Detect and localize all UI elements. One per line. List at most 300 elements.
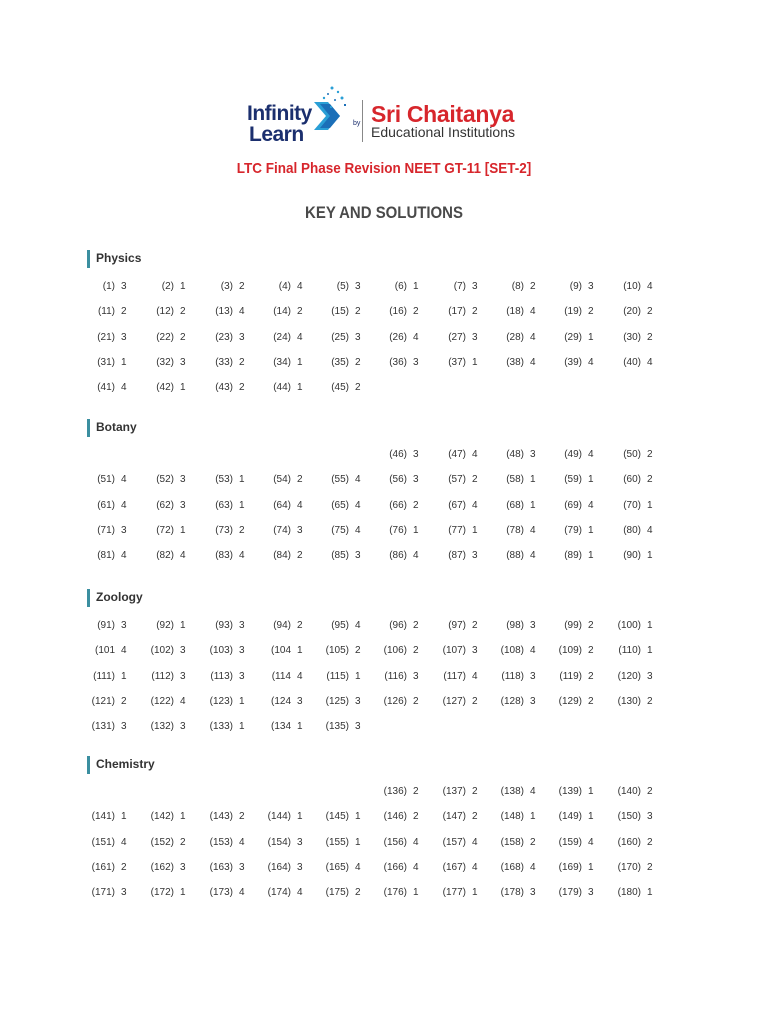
question-number: (121) (91, 695, 115, 707)
answer-option: 1 (297, 721, 303, 733)
question-number: (23) (215, 331, 233, 343)
answer-option: 2 (588, 620, 594, 631)
question-number: (2) (161, 281, 174, 292)
question-number: (13) (215, 306, 233, 318)
answer-option: 3 (121, 721, 127, 733)
question-number: (6) (394, 281, 407, 292)
answer-cell (203, 619, 245, 633)
answer-option: 4 (530, 645, 536, 657)
answer-cell (85, 381, 127, 395)
question-number: (133) (209, 721, 233, 733)
question-number: (28) (506, 331, 524, 343)
question-number: (59) (564, 474, 582, 486)
question-number: (169) (558, 861, 582, 873)
answer-option: 4 (121, 645, 127, 657)
answer-cell (85, 619, 127, 633)
question-number: (53) (215, 474, 233, 486)
answer-option: 4 (472, 861, 478, 873)
answer-option: 2 (180, 331, 186, 343)
answer-cell (203, 836, 245, 850)
answer-option: 3 (530, 887, 536, 899)
question-number: (48) (506, 449, 524, 460)
answer-option: 2 (413, 645, 419, 657)
answer-option: 2 (355, 306, 361, 318)
answer-option: 2 (297, 620, 303, 631)
question-number: (151) (91, 836, 115, 848)
answer-cell (319, 644, 361, 658)
question-number: (70) (623, 499, 641, 511)
question-number: (41) (97, 382, 115, 394)
answer-cell (494, 861, 536, 875)
answer-cell (552, 549, 594, 563)
answer-option: 4 (472, 499, 478, 511)
answer-option: 4 (588, 836, 594, 848)
answer-option: 3 (355, 281, 361, 292)
answer-option: 4 (530, 524, 536, 536)
answer-option: 2 (647, 861, 653, 873)
answer-cell (611, 861, 653, 875)
answer-row (0, 836, 768, 852)
answer-option: 2 (355, 356, 361, 368)
question-number: (99) (564, 620, 582, 631)
answer-option: 4 (472, 670, 478, 682)
answer-cell (611, 499, 653, 513)
answer-option: 3 (121, 281, 127, 292)
answer-option: 1 (647, 620, 653, 631)
answer-cell (203, 861, 245, 875)
section-title: Physics (96, 251, 142, 265)
question-number: (96) (389, 620, 407, 631)
question-number: (107) (442, 645, 466, 657)
question-number: (75) (331, 524, 349, 536)
answer-cell (319, 280, 361, 294)
answer-cell (552, 331, 594, 345)
question-number: (66) (389, 499, 407, 511)
answer-cell (436, 810, 478, 824)
answer-option: 3 (472, 550, 478, 562)
answer-cell (85, 720, 127, 734)
answer-option: 2 (647, 474, 653, 486)
answer-option: 1 (647, 499, 653, 511)
question-number: (61) (97, 499, 115, 511)
question-number: (109) (558, 645, 582, 657)
answer-cell (144, 524, 186, 538)
question-number: (139) (558, 786, 582, 797)
answer-option: 1 (180, 281, 186, 292)
answer-cell (611, 524, 653, 538)
question-number: (97) (448, 620, 466, 631)
page-title: KEY AND SOLUTIONS (305, 203, 463, 222)
answer-option: 3 (180, 645, 186, 657)
answer-option: 1 (355, 811, 361, 823)
answer-cell (436, 549, 478, 563)
answer-cell (552, 280, 594, 294)
answer-cell (261, 499, 303, 513)
question-number: (118) (501, 670, 524, 682)
answer-cell (494, 473, 536, 487)
answer-option: 4 (121, 382, 127, 394)
question-number: (122) (150, 695, 174, 707)
answer-option: 3 (472, 281, 478, 292)
answer-cell (319, 670, 361, 684)
question-number: (24) (273, 331, 291, 343)
answer-row (0, 785, 768, 801)
answer-option: 3 (121, 620, 127, 631)
answer-option: 4 (121, 474, 127, 486)
answer-cell (261, 381, 303, 395)
answer-cell (319, 356, 361, 370)
answer-cell (611, 549, 653, 563)
answer-option: 2 (180, 836, 186, 848)
answer-option: 2 (647, 695, 653, 707)
answer-option: 2 (530, 281, 536, 292)
question-number: (115) (326, 670, 349, 682)
answer-cell (494, 524, 536, 538)
answer-option: 2 (588, 306, 594, 318)
question-number: (47) (448, 449, 466, 460)
answer-cell (85, 695, 127, 709)
question-number: (9) (569, 281, 582, 292)
answer-cell (85, 280, 127, 294)
answer-option: 3 (530, 695, 536, 707)
answer-option: 4 (239, 306, 245, 318)
answer-cell (261, 331, 303, 345)
answer-option: 4 (297, 670, 303, 682)
answer-option: 3 (297, 695, 303, 707)
answer-option: 3 (588, 887, 594, 899)
answer-cell (203, 644, 245, 658)
answer-option: 3 (121, 887, 127, 899)
answer-cell (85, 499, 127, 513)
answer-option: 4 (297, 499, 303, 511)
answer-cell (261, 619, 303, 633)
answer-option: 1 (239, 695, 245, 707)
answer-option: 4 (647, 524, 653, 536)
question-number: (138) (500, 786, 524, 797)
answer-cell (85, 331, 127, 345)
answer-cell (144, 473, 186, 487)
question-number: (71) (97, 524, 115, 536)
answer-cell (203, 499, 245, 513)
question-number: (167) (442, 861, 466, 873)
answer-option: 4 (647, 356, 653, 368)
question-number: (103) (209, 645, 233, 657)
answer-option: 1 (530, 499, 536, 511)
answer-option: 3 (180, 474, 186, 486)
answer-cell (494, 356, 536, 370)
question-number: (117) (443, 670, 466, 682)
answer-option: 1 (239, 499, 245, 511)
answer-cell (552, 810, 594, 824)
answer-cell (261, 861, 303, 875)
question-number: (72) (156, 524, 174, 536)
question-number: (130) (617, 695, 641, 707)
answer-option: 4 (413, 550, 419, 562)
question-number: (125) (325, 695, 349, 707)
answer-cell (611, 619, 653, 633)
answer-cell (552, 695, 594, 709)
answer-cell (319, 861, 361, 875)
question-number: (141) (91, 811, 115, 823)
answer-cell (377, 280, 419, 294)
answer-option: 2 (588, 670, 594, 682)
answer-option: 3 (472, 331, 478, 343)
question-number: (149) (558, 811, 582, 823)
answer-cell (436, 305, 478, 319)
answer-option: 3 (355, 550, 361, 562)
answer-cell (203, 381, 245, 395)
answer-option: 4 (297, 887, 303, 899)
answer-option: 3 (239, 331, 245, 343)
question-number: (170) (617, 861, 641, 873)
question-number: (76) (389, 524, 407, 536)
answer-option: 1 (413, 524, 419, 536)
answer-cell (436, 644, 478, 658)
answer-option: 1 (647, 645, 653, 657)
question-number: (150) (617, 811, 641, 823)
answer-cell (436, 331, 478, 345)
answer-option: 4 (355, 620, 361, 631)
answer-cell (494, 836, 536, 850)
question-number: (179) (558, 887, 582, 899)
question-number: (135) (325, 721, 349, 733)
answer-option: 4 (530, 550, 536, 562)
question-number: (79) (564, 524, 582, 536)
answer-cell (494, 695, 536, 709)
answer-cell (552, 473, 594, 487)
question-number: (55) (331, 474, 349, 486)
answer-option: 2 (472, 695, 478, 707)
question-number: (180) (617, 887, 641, 899)
answer-option: 4 (297, 331, 303, 343)
question-number: (27) (448, 331, 466, 343)
answer-option: 3 (647, 670, 653, 682)
answer-option: 2 (297, 306, 303, 318)
answer-option: 2 (121, 861, 127, 873)
question-number: (21) (97, 331, 115, 343)
answer-option: 2 (472, 474, 478, 486)
answer-option: 2 (647, 331, 653, 343)
question-number: (100) (617, 620, 641, 631)
answer-cell (85, 305, 127, 319)
answer-cell (552, 886, 594, 900)
question-number: (143) (209, 811, 233, 823)
answer-cell (144, 619, 186, 633)
answer-cell (377, 886, 419, 900)
answer-cell (436, 280, 478, 294)
question-number: (46) (389, 449, 407, 460)
answer-option: 3 (121, 331, 127, 343)
question-number: (60) (623, 474, 641, 486)
question-number: (51) (97, 474, 115, 486)
question-number: (26) (389, 331, 407, 343)
answer-cell (203, 473, 245, 487)
question-number: (25) (331, 331, 349, 343)
answer-cell (261, 810, 303, 824)
question-number: (119) (559, 670, 582, 682)
answer-option: 4 (239, 836, 245, 848)
question-number: (52) (156, 474, 174, 486)
answer-option: 3 (472, 645, 478, 657)
answer-cell (203, 280, 245, 294)
answer-option: 3 (647, 811, 653, 823)
question-number: (43) (215, 382, 233, 394)
answer-option: 3 (239, 670, 245, 682)
answer-cell (319, 619, 361, 633)
answer-option: 2 (355, 887, 361, 899)
question-number: (88) (506, 550, 524, 562)
question-number: (110) (618, 645, 641, 657)
answer-option: 4 (413, 861, 419, 873)
answer-cell (144, 670, 186, 684)
answer-option: 3 (239, 645, 245, 657)
question-number: (101 (94, 645, 115, 657)
answer-cell (261, 549, 303, 563)
answer-cell (319, 886, 361, 900)
question-number: (87) (448, 550, 466, 562)
answer-option: 3 (530, 449, 536, 460)
question-number: (148) (500, 811, 524, 823)
answer-row (0, 448, 768, 464)
answer-option: 3 (297, 861, 303, 873)
answer-option: 1 (180, 887, 186, 899)
answer-cell (494, 810, 536, 824)
question-number: (35) (331, 356, 349, 368)
answer-cell (377, 861, 419, 875)
answer-row (0, 670, 768, 686)
answer-cell (85, 836, 127, 850)
answer-option: 2 (180, 306, 186, 318)
answer-cell (611, 644, 653, 658)
question-number: (156) (383, 836, 407, 848)
answer-option: 1 (297, 811, 303, 823)
answer-cell (144, 549, 186, 563)
question-number: (65) (331, 499, 349, 511)
answer-cell (377, 331, 419, 345)
answer-option: 3 (530, 620, 536, 631)
question-number: (127) (442, 695, 466, 707)
answer-cell (552, 861, 594, 875)
answer-cell (203, 305, 245, 319)
question-number: (73) (215, 524, 233, 536)
answer-option: 1 (530, 811, 536, 823)
question-number: (129) (558, 695, 582, 707)
answer-cell (611, 448, 653, 462)
answer-cell (261, 473, 303, 487)
section-accent-bar (87, 419, 90, 437)
question-number: (31) (97, 356, 115, 368)
question-number: (175) (325, 887, 349, 899)
answer-cell (144, 836, 186, 850)
question-number: (10) (623, 281, 641, 292)
answer-row (0, 861, 768, 877)
answer-cell (144, 644, 186, 658)
answer-option: 4 (530, 306, 536, 318)
answer-option: 3 (180, 721, 186, 733)
question-number: (68) (506, 499, 524, 511)
answer-cell (552, 499, 594, 513)
question-number: (33) (215, 356, 233, 368)
answer-option: 4 (355, 861, 361, 873)
question-number: (20) (623, 306, 641, 318)
answer-option: 2 (647, 786, 653, 797)
answer-option: 3 (121, 524, 127, 536)
answer-cell (319, 305, 361, 319)
answer-cell (552, 356, 594, 370)
answer-option: 2 (355, 382, 361, 394)
question-number: (124 (270, 695, 291, 707)
question-number: (168) (500, 861, 524, 873)
answer-cell (261, 695, 303, 709)
answer-option: 2 (121, 695, 127, 707)
answer-cell (552, 670, 594, 684)
answer-option: 1 (588, 474, 594, 486)
answer-option: 2 (413, 620, 419, 631)
answer-cell (611, 670, 653, 684)
answer-cell (85, 810, 127, 824)
answer-option: 2 (413, 786, 419, 797)
answer-cell (436, 619, 478, 633)
answer-option: 2 (413, 306, 419, 318)
question-number: (22) (156, 331, 174, 343)
question-number: (18) (506, 306, 524, 318)
question-number: (140) (617, 786, 641, 797)
answer-option: 1 (180, 382, 186, 394)
answer-option: 2 (588, 695, 594, 707)
answer-option: 1 (588, 550, 594, 562)
answer-cell (611, 785, 653, 799)
answer-option: 4 (647, 281, 653, 292)
answer-row (0, 619, 768, 635)
question-number: (128) (500, 695, 524, 707)
answer-cell (611, 356, 653, 370)
answer-cell (436, 448, 478, 462)
answer-option: 4 (121, 836, 127, 848)
answer-option: 4 (413, 331, 419, 343)
answer-cell (377, 356, 419, 370)
answer-row (0, 473, 768, 489)
answer-cell (377, 644, 419, 658)
answer-cell (261, 524, 303, 538)
answer-cell (552, 836, 594, 850)
question-number: (62) (156, 499, 174, 511)
answer-cell (552, 619, 594, 633)
answer-option: 4 (297, 281, 303, 292)
infinity-brand-text: Infinity (247, 102, 312, 125)
question-number: (161) (91, 861, 115, 873)
answer-cell (144, 280, 186, 294)
question-number: (171) (91, 887, 115, 899)
answer-option: 2 (472, 306, 478, 318)
question-number: (113) (210, 670, 233, 682)
answer-option: 1 (355, 670, 361, 682)
answer-row (0, 499, 768, 515)
answer-row (0, 720, 768, 736)
answer-option: 4 (413, 836, 419, 848)
section-accent-bar (87, 250, 90, 268)
question-number: (145) (325, 811, 349, 823)
question-number: (98) (506, 620, 524, 631)
answer-option: 4 (355, 524, 361, 536)
answer-row (0, 644, 768, 660)
question-number: (64) (273, 499, 291, 511)
question-number: (90) (623, 550, 641, 562)
question-number: (163) (209, 861, 233, 873)
question-number: (84) (273, 550, 291, 562)
answer-row (0, 331, 768, 347)
question-number: (152) (150, 836, 174, 848)
question-number: (91) (97, 620, 115, 631)
